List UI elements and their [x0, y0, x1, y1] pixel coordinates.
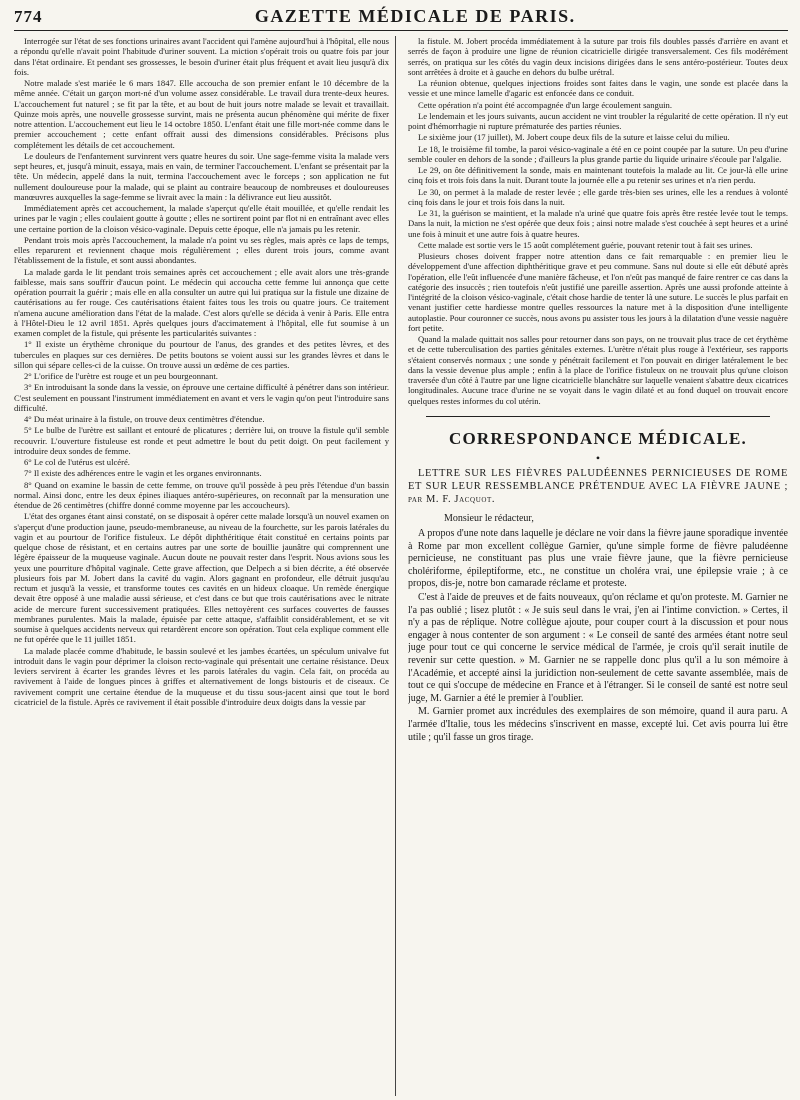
paragraph: La réunion obtenue, quelques injections froides sont faites dans le vagin, une sonde est placée dans la vessie et une mince lamelle d'agaric est enfoncée dans ce conduit.: [408, 78, 788, 99]
paragraph: Immédiatement après cet accouchement, la malade s'aperçut qu'elle était mouillée, et qu'elle rendait les urines par le vagin ; elles coulaient goutte à goutte ; elles ne sortirent point par flot ni en entraînant avec elles une certaine portion de la cloison vésico-vaginale. Depuis cette époque, elle n'a jamais pu les retenir.: [14, 203, 389, 234]
paragraph: 6° Le col de l'utérus est ulcéré.: [24, 457, 130, 467]
right-column: [408, 36, 788, 1096]
section-divider: [426, 416, 770, 417]
paragraph: 1° Il existe un érythème chronique du pourtour de l'anus, des grandes et des petites lèvres, et des tubercules en plaques sur ces dernières. De petits boutons se voient aussi sur les grandes lèvres et dans le sillon qui sépare celles-ci de la cuisse. On trouve aussi un œdème de ces parties.: [14, 339, 389, 370]
paragraph: A propos d'une note dans laquelle je déclare ne voir dans la fièvre jaune sporadique inventée à Rome par mon excellent collègue Garnier, qu'une simple forme de fièvre paludéenne pernicieuse, ne constituant pas plus une vraie fièvre jaune, que la fièvre pernicieuse cholériforme, épileptiforme, etc., ne constitue un choléra vrai, une épilepsie vraie ; à ce propos, dis-je, notre bon camarade réclame et proteste.: [408, 528, 788, 590]
paragraph: 5° Le bulbe de l'urètre est saillant et entouré de plicatures ; derrière lui, on trouve la fistule qu'il semble recouvrir. L'ouverture fistuleuse est ronde et peut admettre le bout du petit doigt. On peut facilement y introduire deux sondes de femme.: [14, 425, 389, 456]
page-number: 774: [14, 7, 43, 26]
paragraph: 4° Du méat urinaire à la fistule, on trouve deux centimètres d'étendue.: [24, 414, 265, 424]
paragraph: Quand la malade quittait nos salles pour retourner dans son pays, on ne trouvait plus trace de cet érythème et de cette tuberculisation des parties génitales externes. L'urètre n'était plus rouge à l'extérieur, ses rapports s'étaient conservés normaux ; une sonde y pénétrait facilement et l'on pouvait en diriger latéralement le bec dans la vessie devenue plus ample ; enfin à la place de l'orifice fistuleux on ne trouvait plus qu'une cloison traversée d'un côté à l'autre par une ligne cicatricielle blanchâtre sur laquelle venaient s'abattre deux cicatrices longitudinales. Aucune trace d'urine ne se voyait dans le vagin dilaté et au fond duquel on trouvait encore quelques restes informes du col utérin.: [408, 334, 788, 406]
section-heading: CORRESPONDANCE MÉDICALE.: [449, 428, 747, 448]
paragraph: Plusieurs choses doivent frapper notre attention dans ce fait remarquable : en premier lieu le développement d'une affection diphthéritique grave et peu commune. Sans nul doute si elle eût débuté après l'opération, elle l'eût influencée d'une manière fâcheuse, et l'on n'eût pas manqué de faire rentrer ce cas dans la catégorie des insuccès ; rien toutefois n'eût justifié une pareille assertion. Après une aussi profonde atteinte à l'intégrité de la cloison vésico-vaginale, c'était chose hardie de tenter là une suture. Le succès le plus parfait en venant justifier cette hardiesse montre quelles ressources la nature met à la disposition d'une intelligente autoplastie. Pour couronner ce succès, nous avons pu assister tous les jours à la dilatation d'une vessie naguère fort petite.: [408, 251, 788, 333]
paragraph: 7° Il existe des adhérences entre le vagin et les organes environnants.: [24, 468, 262, 479]
salutation: Monsieur le rédacteur,: [444, 512, 534, 524]
paragraph: La malade garda le lit pendant trois semaines après cet accouchement ; elle avait alors une très-grande faiblesse, mais sans souffrir d'aucun point. Le médecin qui accoucha cette femme lui annonça que cette opération pourrait la guérir ; mais elle en alla consulter un autre qui lui pratiqua sur la fistule une dizaine de cautérisations au fer rouge. Ces cautérisations étaient faites tous les trois ou quatre jours. Ce traitement n'amena aucune amélioration dans l'état de la malade. C'est alors qu'elle se décida à venir à Paris. Elle entra à l'Hôtel-Dieu le 12 avril 1851. Après quelques jours d'accimatement à l'hôpital, elle fut soumise à un examen complet de la fistule, qui présente les particularités suivantes :: [14, 266, 389, 338]
paragraph: Le lendemain et les jours suivants, aucun accident ne vint troubler la régularité de cette opération. Il n'y eut point d'hémorrhagie ni rupture prématurée des parties réunies.: [408, 110, 788, 131]
paragraph: Le douleurs de l'enfantement survinrent vers quatre heures du soir. Une sage-femme visita la malade vers sept heures, et, jusqu'à minuit, essaya, mais en vain, de terminer l'accouchement. L'enfant se présentait par la tête. Un médecin, appelé dans la nuit, termina l'accouchement avec le forceps ; son application ne fut nullement douloureuse pour la malade, qui se plaint au contraire beaucoup de nombreuses et douloureuses manœuvres auxquelles la sage-femme se livrait avec la main : la délivrance eut lieu aussitôt.: [14, 150, 389, 202]
left-column: [14, 36, 396, 1096]
page-header: [14, 6, 788, 31]
paragraph: Cette opération n'a point été accompagnée d'un large écoulement sanguin.: [418, 99, 672, 110]
paragraph: L'état des organes étant ainsi constaté, on se disposait à opérer cette malade lorsqu'à un nouvel examen on s'aperçut d'une production jaune, pseudo-membraneuse, au niveau de la fourchette, sur les parois latérales du vagin et au pourtour de l'orifice fistuleux. Le dépôt diphthéritique était constitué en certains points par quelque chose de résistant, et en certains autres par une sorte de bouillie jaunâtre qui comprennent une légère épaisseur de la muqueuse vaginale. Aucun doute ne pouvait rester dans l'esprit. Nous avions sous les yeux une pourriture d'hôpital vaginale. Cette grave affection, que Delpech a si bien décrite, a été observée plusieurs fois par M. Jobert dans la cavité du vagin. Alors gagnant en profondeur, elle détruit jusqu'au rectum et jusqu'à la vessie, et transforme toutes ces cavités en un hideux cloaque. Un remède énergique devait être opposé à une maladie aussi sérieuse, et c'est dans ce but que trois cautérisations avec le nitrate acide de mercure furent successivement pratiquées. Elles nettoyèrent ces surfaces couvertes de fausses membranes purulentes. Mais la malade, épuisée par cette attaque, s'affaiblit considérablement, et se vit soumise à quelques accidents nerveux qui retardèrent encore son opération. Tout cela explique comment elle ne fut opérée que le 11 juillet 1851.: [14, 511, 389, 645]
journal-title: GAZETTE MÉDICALE DE PARIS.: [254, 6, 576, 26]
paragraph: 2° L'orifice de l'urètre est rouge et un peu bourgeonnant.: [24, 371, 218, 381]
paragraph: C'est à l'aide de preuves et de faits nouveaux, qu'on réclame et qu'on proteste. M. Garnier ne l'a pas oublié ; lisez plutôt : « Je suis seul dans le vrai, j'en ai l'intime conviction. » Certes, il n'y a pas de réplique. Notre collègue ajoute, pour couper court à la discussion et pour nous engager à nous contenter de son argument : « Le conseil de santé des armées étant notre seul juge pour tout ce qui concerne le service médical de l'armée, je crois qu'il serait inutile de revenir sur cette question. » M. Garnier ne se rappelle donc plus qu'il a lu son mémoire à l'Académie, et accepté ainsi la juridiction non-seulement de cette savante assemblée, mais de tout ce qui s'occupe de médecine en France et à l'étranger. Si le conseil de santé est notre seul juge, M. Garnier a été le premier à l'oublier.: [408, 591, 788, 704]
paragraph: la fistule. M. Jobert procéda immédiatement à la suture par trois fils doubles passés d'arrière en avant et serrés de façon à produire une ligne de réunion cicatricielle dirigée transversalement. Ces fils modérément serrés, on pratiqua sur les côtés du vagin deux incisions dirigées dans le sens antéro-postérieur. Toutes deux sont arrêtées à droite et à gauche en dehors du bulbe urétral.: [408, 36, 788, 77]
ornament-dot: •: [595, 450, 601, 465]
paragraph: Le 31, la guérison se maintient, et la malade n'a uriné que quatre fois après être restée levée tout le temps. Dans la nuit, la miction ne s'est opérée que deux fois ; ainsi notre malade s'est couchée à sept heures et a uriné une fois à minuit et une autre fois à quatre heures.: [408, 208, 788, 239]
paragraph: M. Garnier promet aux incrédules des exemplaires de son mémoire, quand il aura paru. A l'armée d'Italie, tous les médecins s'inscrivent en masse, excepté lui. Cet avis pourra lui être utile ; qu'il fasse un gros tirage.: [408, 706, 788, 743]
paragraph: La malade placée comme d'habitude, le bassin soulevé et les jambes écartées, un spéculum univalve fut introduit dans le vagin pour déprimer la cloison recto-vaginale qui présentait une certaine résistance. Deux leviers servirent à écarter les grandes lèvres et les parois latérales du vagin. Cela fait, on procéda au ravivement à l'aide de longues pinces à griffes et alternativement de longs bistouris et de ciseaux. Ce ravivement comprit une certaine étendue de la muqueuse et du tissu sous-jacent ainsi que tout le bord cicatriciel de la fistule. Après ce ravivement il était possible d'introduire deux doigts dans la vessie par: [14, 645, 389, 707]
paragraph: Pendant trois mois après l'accouchement, la malade n'a point vu ses règles, mais après ce laps de temps, elles reparurent et reviennent chaque mois régulièrement ; elles durent trois jours, comme avant l'établissement de la fistule, et sont aussi abondantes.: [14, 234, 389, 266]
paragraph: Le sixième jour (17 juillet), M. Jobert coupe deux fils de la suture et laisse celui du milieu.: [418, 132, 730, 143]
text-columns: [14, 36, 788, 1096]
paragraph: 8° Quand on examine le bassin de cette femme, on trouve qu'il possède à peu près l'étendue d'un bassin normal. Ainsi donc, entre les deux épines iliaques antéro-supérieures, on reconnaît par la mensuration une étendue de 26 centimètres (chiffre donné comme moyenne par les accoucheurs).: [14, 479, 389, 510]
paragraph: Le 18, le troisième fil tombe, la paroi vésico-vaginale a été en ce point coupée par la suture. Un peu d'urine semble couler en dehors de la sonde ; d'ailleurs la plus grande partie du liquide urinaire s'écoule par l'algalie.: [408, 143, 788, 164]
paragraph: Notre malade s'est mariée le 6 mars 1847. Elle accoucha de son premier enfant le 10 décembre de la même année. C'était un garçon mort-né d'un volume assez considérable. Le travail dura trente-deux heures. L'accouchement fut naturel ; se fit par la tête, et au bout de huit jours notre malade se levait et travaillait. Quinze mois après, une nouvelle grossesse survint, mais ne présenta aucun phénomène qui mérite de fixer notre attention. L'accouchement eut lieu le 14 octobre 1850. L'enfant était une fille mort-née comme dans le premier accouchement ; cette enfant offrait aussi des dimensions considérables. Précisons plus complétement les détails de cet accouchement.: [14, 78, 389, 150]
paragraph: Le 29, on ôte définitivement la sonde, mais en maintenant toutefois la malade au lit. Ce jour-là elle urine cinq fois et trois fois dans la nuit. Durant toute la journée elle a pu retenir ses urines et n'a rien perdu.: [408, 165, 788, 186]
paragraph: 3° En introduisant la sonde dans la vessie, on éprouve une certaine difficulté à pénétrer dans son intérieur. C'est seulement en poussant l'instrument immédiatement en avant et vers le vagin qu'on peut l'introduire sans difficulté.: [14, 382, 389, 413]
letter-title: LETTRE SUR LES FIÈVRES PALUDÉENNES PERNICIEUSES DE ROME ET SUR LEUR RESSEMBLANCE PRÉTENDUE AVEC LA FIÈVRE JAUNE ; par M. F. Jacquot.: [408, 467, 788, 505]
letter-body: [408, 528, 788, 744]
paragraph: Le 30, on permet à la malade de rester levée ; elle garde très-bien ses urines, elle les a rendues à volonté cinq fois dans le jour et trois fois dans la nuit.: [408, 186, 788, 207]
paragraph: Interrogée sur l'état de ses fonctions urinaires avant l'accident qui l'amène aujourd'hui à l'hôpital, elle nous a répondu qu'elle n'avait point l'habitude d'uriner souvent. La miction s'opérait trois ou quatre fois par jour dans l'état ordinaire. Et pendant ses grossesses, le besoin d'uriner était plus fréquent et avait lieu jusqu'à dix fois.: [14, 36, 389, 77]
paragraph: Cette malade est sortie vers le 15 août complétement guérie, pouvant retenir tout à fait ses urines.: [418, 239, 753, 250]
